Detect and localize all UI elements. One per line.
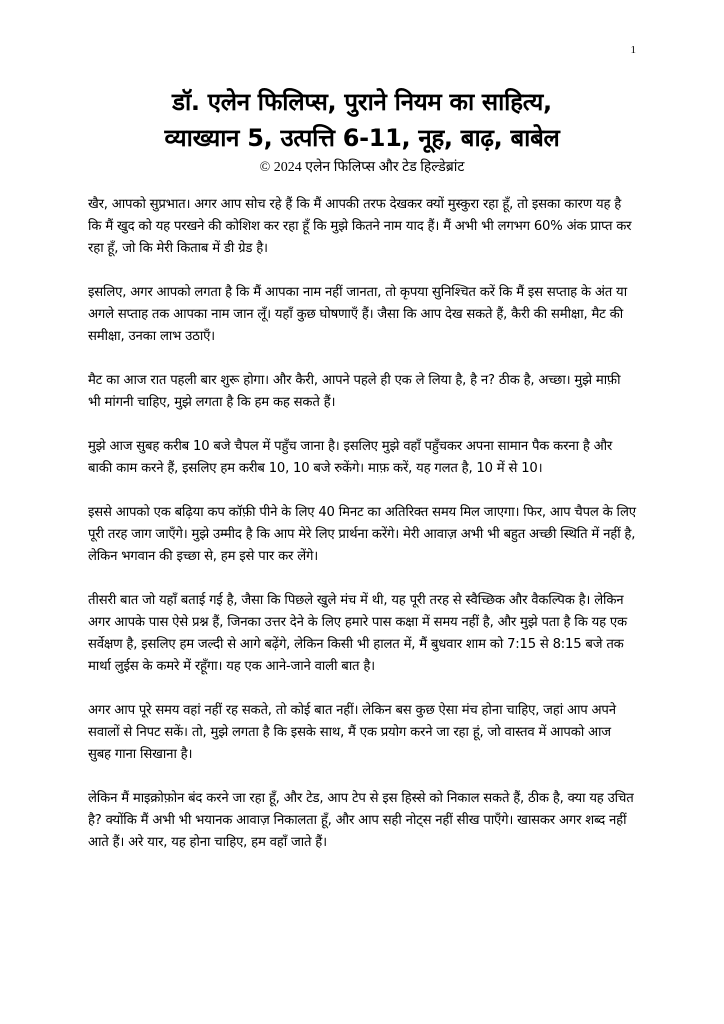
paragraph: मुझे आज सुबह करीब 10 बजे चैपल में पहुँच जाना है। इसलिए मुझे वहाँ पहुँचकर अपना सामान पैक करना है और बाकी काम करने हैं, इसलिए हम करीब 10, 10 बजे रुकेंगे। माफ़ करें, यह गलत है, 10 में से 10।: [88, 439, 613, 476]
paragraph: खैर, आपको सुप्रभात। अगर आप सोच रहे हैं कि मैं आपकी तरफ देखकर क्यों मुस्कुरा रहा हूँ, तो इसका कारण यह है कि मैं खुद को यह परखने की कोशिश कर रहा हूँ कि मुझे कितने नाम याद हैं। मैं अभी भी लगभग 60% अंक प्राप्त कर रहा हूँ, जो कि मेरी किताब में डी ग्रेड है।: [88, 197, 632, 256]
paragraph: अगर आप पूरे समय वहां नहीं रह सकते, तो कोई बात नहीं। लेकिन बस कुछ ऐसा मंच होना चाहिए, जहां आप अपने सवालों से निपट सकें। तो, मुझे लगता है कि इसके साथ, मैं एक प्रयोग करने जा रहा हूं, जो वास्तव में आपको आज सुबह गाना सिखाना है।: [88, 703, 616, 762]
paragraph: इसलिए, अगर आपको लगता है कि मैं आपका नाम नहीं जानता, तो कृपया सुनिश्चित करें कि मैं इस सप्ताह के अंत या अगले सप्ताह तक आपका नाम जान लूँ। यहाँ कुछ घोषणाएँ हैं। जैसा कि आप देख सकते हैं, कैरी की समीक्षा, मैट की समीक्षा, उनका लाभ उठाएँ।: [88, 285, 627, 344]
copyright-notice: © 2024 एलेन फिलिप्स और टेड हिल्डेब्रांट: [259, 160, 465, 175]
document-title-line-2: व्याख्यान 5, उत्पत्ति 6-11, नूह, बाढ़, बाबेल: [164, 124, 560, 152]
page-number: 1: [630, 44, 636, 56]
lecture-body: [88, 194, 636, 876]
paragraph: तीसरी बात जो यहाँ बताई गई है, जैसा कि पिछले खुले मंच में थी, यह पूरी तरह से स्वैच्छिक और वैकल्पिक है। लेकिन अगर आपके पास ऐसे प्रश्न हैं, जिनका उत्तर देने के लिए हमारे पास कक्षा में समय नहीं है, और मुझे पता है कि यह एक सर्वेक्षण है, इसलिए हम जल्दी से आगे बढ़ेंगे, लेकिन किसी भी हालत में, मैं बुधवार शाम को 7:15 से 8:15 बजे तक मार्था लुईस के कमरे में रहूँगा। यह एक आने-जाने वाली बात है।: [88, 593, 627, 674]
title-block: [60, 84, 664, 178]
document-title-line-1: डॉ. एलेन फिलिप्स, पुराने नियम का साहित्य,: [172, 88, 552, 116]
paragraph: मैट का आज रात पहली बार शुरू होगा। और कैरी, आपने पहले ही एक ले लिया है, है न? ठीक है, अच्छा। मुझे माफ़ी भी मांगनी चाहिए, मुझे लगता है कि हम कह सकते हैं।: [88, 373, 621, 410]
paragraph: लेकिन मैं माइक्रोफ़ोन बंद करने जा रहा हूँ, और टेड, आप टेप से इस हिस्से को निकाल सकते हैं, ठीक है, क्या यह उचित है? क्योंकि मैं अभी भी भयानक आवाज़ निकालता हूँ, और आप सही नोट्स नहीं सीख पाएँगे। खासकर अगर शब्द नहीं आते हैं। अरे यार, यह होना चाहिए, हम वहाँ जाते हैं।: [88, 791, 634, 850]
paragraph: इससे आपको एक बढ़िया कप कॉफ़ी पीने के लिए 40 मिनट का अतिरिक्त समय मिल जाएगा। फिर, आप चैपल के लिए पूरी तरह जाग जाएँगे। मुझे उम्मीद है कि आप मेरे लिए प्रार्थना करेंगे। मेरी आवाज़ अभी भी बहुत अच्छी स्थिति में नहीं है, लेकिन भगवान की इच्छा से, हम इसे पार कर लेंगे।: [88, 505, 636, 564]
